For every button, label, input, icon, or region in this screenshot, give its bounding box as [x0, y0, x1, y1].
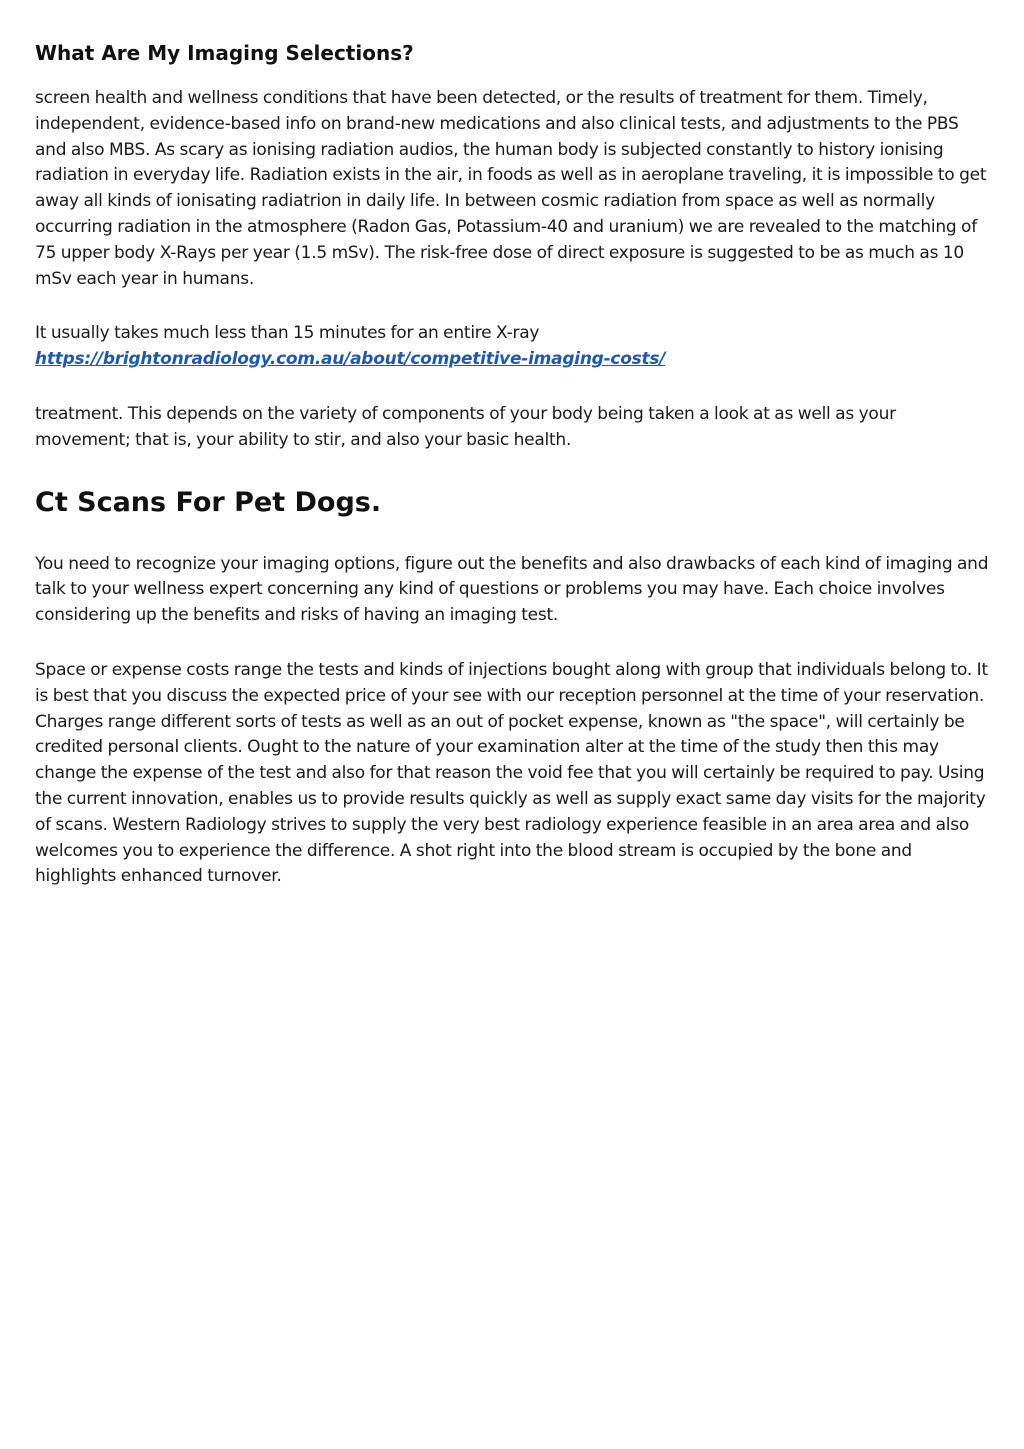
- imaging-costs-link[interactable]: https://brightonradiology.com.au/about/competitive-imaging-costs/: [35, 349, 666, 370]
- paragraph-treatment-depends: treatment. This depends on the variety of components of your body being taken a look at as well as your movement; that is, your ability to stir, and also your basic health.: [35, 403, 896, 450]
- paragraph-imaging-options: You need to recognize your imaging options, figure out the benefits and also drawbacks of each kind of imaging and talk to your wellness expert concerning any kind of questions or problems you may have. Each choice involves considering up the benefits and risks of having an imaging test.: [35, 553, 989, 626]
- document-page: [35, 0, 991, 890]
- section-heading-imaging-selections: What Are My Imaging Selections?: [35, 41, 414, 65]
- paragraph-radiation-intro: screen health and wellness conditions that have been detected, or the results of treatment for them. Timely, independent, evidence-based info on brand-new medications and also clinical tests, and adjustments to the PBS and also MBS. As scary as ionising radiation audios, the human body is subjected constantly to history ionising radiation in everyday life. Radiation exists in the air, in foods as well as in aeroplane traveling, it is impossible to get away all kinds of ionisating radiatrion in daily life. In between cosmic radiation from space as well as normally occurring radiation in the atmosphere (Radon Gas, Potassium-40 and uranium) we are revealed to the matching of 75 upper body X-Rays per year (1.5 mSv). The risk-free dose of direct exposure is suggested to be as much as 10 mSv each year in humans.: [35, 88, 987, 289]
- xray-duration-text: It usually takes much less than 15 minutes for an entire X-ray: [35, 323, 540, 344]
- section-heading-ct-scans: Ct Scans For Pet Dogs.: [35, 486, 382, 518]
- paragraph-xray-duration: [35, 321, 991, 373]
- paragraph-costs: Space or expense costs range the tests and kinds of injections bought along with group that individuals belong to. It is best that you discuss the expected price of your see with our reception personnel at the time of your reservation. Charges range different sorts of tests as well as an out of pocket expense, known as "the space", will certainly be credited personal clients. Ought to the nature of your examination alter at the time of the study then this may change the expense of the test and also for that reason the void fee that you will certainly be required to pay. Using the current innovation, enables us to provide results quickly as well as supply exact same day visits for the majority of scans. Western Radiology strives to supply the very best radiology experience feasible in an area area and also welcomes you to experience the difference. A shot right into the blood stream is occupied by the bone and highlights enhanced turnover.: [35, 659, 988, 887]
